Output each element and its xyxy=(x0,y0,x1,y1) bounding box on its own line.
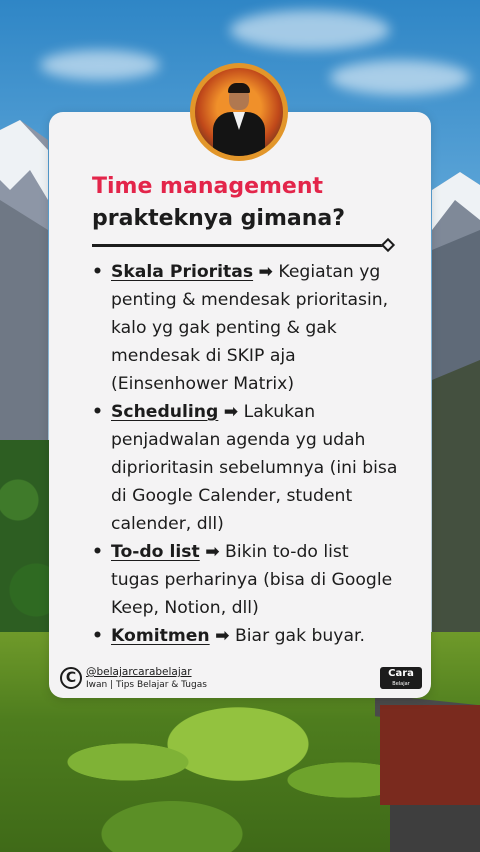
list-item xyxy=(92,398,402,538)
title-line-1: Time management xyxy=(92,174,324,199)
tips-list xyxy=(92,258,402,650)
item-term: Scheduling xyxy=(111,402,219,422)
bullet: • xyxy=(92,262,103,282)
right-arrow-icon: ➡ xyxy=(258,262,273,282)
avatar xyxy=(190,63,288,161)
divider xyxy=(92,244,386,247)
right-arrow-icon: ➡ xyxy=(215,626,230,646)
item-text: Lakukan penjadwalan agenda yg udah diprioritasin sebelumnya (ini bisa di Google Calender, student calender, dll) xyxy=(111,402,398,534)
list-item xyxy=(92,258,402,398)
item-text: Bikin to-do list tugas perharinya (bisa di Google Keep, Notion, dll) xyxy=(111,542,393,618)
card-footer xyxy=(60,664,425,694)
title-line-2: prakteknya gimana? xyxy=(92,206,345,231)
item-term: Komitmen xyxy=(111,626,210,646)
list-item xyxy=(92,622,402,650)
item-text: Biar gak buyar. xyxy=(229,626,365,646)
author-handle[interactable]: @belajarcarabelajar xyxy=(86,666,192,678)
author-photo xyxy=(195,68,283,156)
item-term: Skala Prioritas xyxy=(111,262,254,282)
bullet: • xyxy=(92,402,103,422)
item-term: To-do list xyxy=(111,542,200,562)
right-arrow-icon: ➡ xyxy=(223,402,239,422)
brand-logo: Cara Belajar xyxy=(380,667,422,689)
right-arrow-icon: ➡ xyxy=(205,542,220,562)
bullet: • xyxy=(92,542,103,562)
list-item xyxy=(92,538,402,622)
house-roof xyxy=(390,805,480,852)
item-text: Kegiatan yg penting & mendesak prioritasin, kalo yg gak penting & gak mendesak di SKIP aja (Einsenhower Matrix) xyxy=(111,262,389,394)
bullet: • xyxy=(92,626,103,646)
author-subtitle: Iwan | Tips Belajar & Tugas xyxy=(86,680,207,690)
copyright-icon: C xyxy=(60,667,82,689)
house xyxy=(380,705,480,805)
